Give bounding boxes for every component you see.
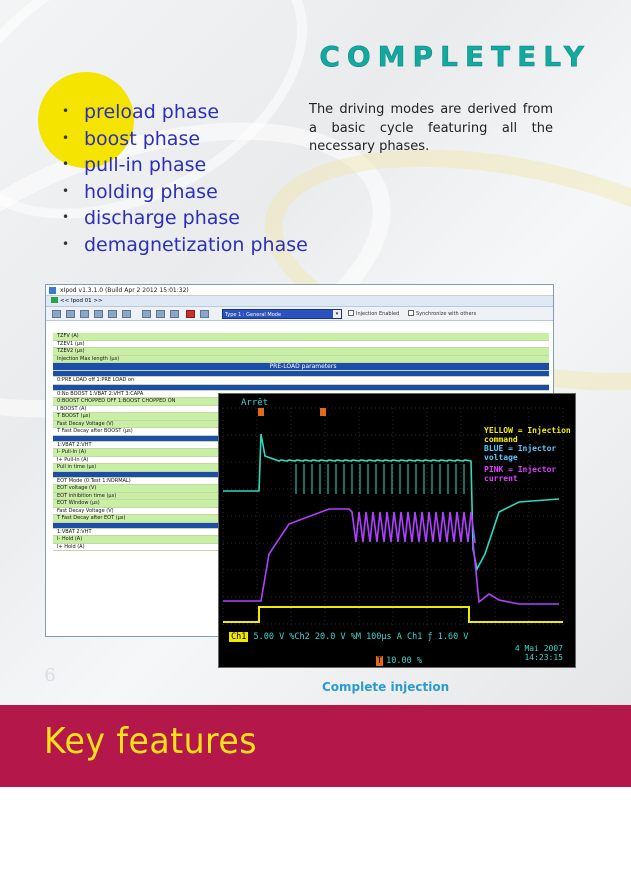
parameter-label: T Fast Decay after BOOST (µs) <box>57 428 133 434</box>
parameter-row <box>53 341 549 349</box>
save-icon <box>80 310 89 318</box>
phase-label: holding phase <box>84 180 218 203</box>
copy-icon <box>108 310 117 318</box>
parameter-label: 1:VBAT 2:VHT <box>57 441 92 448</box>
checkbox-label: Injection Enabled <box>356 311 400 317</box>
parameter-label: Fast Decay Voltage (V) <box>57 420 114 427</box>
injection-enabled-checkbox <box>348 310 399 318</box>
parameter-row <box>53 348 549 356</box>
parameter-label: T Fast Decay after EOT (µs) <box>57 515 126 521</box>
intro-paragraph: The driving modes are derived from a basic cycle featuring all the necessary phases. <box>309 102 553 154</box>
parameter-label: Pull in time (µs) <box>57 464 97 470</box>
scope-markers <box>258 408 464 494</box>
trigger-icon: T <box>377 656 383 666</box>
trigger-percent: 10.00 % <box>386 656 422 666</box>
parameter-label: 0:BOOST CHOPPED OFF 1:BOOST CHOPPED ON <box>57 398 176 404</box>
parameter-label: I- Pull-In (A) <box>57 449 87 455</box>
bullet-icon: • <box>62 157 70 171</box>
print-icon <box>94 310 103 318</box>
phase-label: pull-in phase <box>84 154 207 176</box>
phase-item <box>62 179 308 206</box>
parameter-row <box>53 333 549 341</box>
phase-label: demagnetization phase <box>84 233 308 256</box>
scope-timestamp <box>515 644 563 662</box>
phase-item <box>62 232 308 259</box>
checkbox-box <box>408 310 414 316</box>
tab-bar <box>46 296 553 307</box>
parameter-label: EOT Mode (0:Test 1:NORMAL) <box>57 477 131 484</box>
parameter-label: Fast Decay Voltage (V) <box>57 507 114 514</box>
phase-label: preload phase <box>84 101 220 123</box>
parameter-row <box>53 377 549 385</box>
parameter-label: TZEV2 (µs) <box>57 348 85 354</box>
checkbox-label: Synchronize with others <box>416 311 477 317</box>
parameter-row <box>53 356 549 364</box>
key-features-banner <box>0 705 631 787</box>
settings-icon <box>156 310 165 318</box>
bullet-icon: • <box>62 236 70 251</box>
chart-icon <box>142 310 151 318</box>
scope-date: 4 Mai 2007 <box>514 644 563 653</box>
parameter-label: EOT voltage (V) <box>57 485 97 491</box>
scope-trigger-status: Arrêt <box>241 398 269 408</box>
phase-label: boost phase <box>84 127 201 150</box>
scope-settings: 5.00 V %Ch2 20.0 V %M 100µs A Ch1 ƒ 1.60 V <box>253 632 469 642</box>
parameter-label: PRE-LOAD parameters <box>269 363 337 370</box>
mode-select <box>222 309 342 319</box>
mode-select-value: Type 1 : General Mode <box>225 312 282 318</box>
page-headline: COMPLETELY <box>319 40 591 73</box>
figure-caption: Complete injection <box>322 680 450 694</box>
parameter-label: I- Hold (A) <box>57 536 83 542</box>
injector-current-trace <box>223 509 559 604</box>
paste-icon <box>122 310 131 318</box>
tab-icon <box>51 297 58 303</box>
phase-item <box>62 126 308 153</box>
window-title: xIpod v1.3.1.0 (Build Apr 2 2012 15:01:32) <box>60 287 189 294</box>
section-header <box>53 363 549 371</box>
synchronize-checkbox <box>408 310 476 318</box>
phase-label: discharge phase <box>84 207 240 229</box>
toolbar <box>46 307 553 321</box>
phase-list <box>62 99 308 258</box>
banner-title: Key features <box>44 721 257 762</box>
scope-time: 14:23:15 <box>524 653 563 662</box>
bullet-icon: • <box>62 130 70 145</box>
parameter-label: EOT inhibition time (µs) <box>57 492 117 499</box>
parameter-label: TZEV1 (µs) <box>57 340 85 347</box>
checkbox-box <box>348 310 354 316</box>
trigger-marker-icon <box>320 408 326 416</box>
legend-yellow: YELLOW = Injection command <box>484 426 571 444</box>
parameter-label: I+ Pull-In (A) <box>57 456 89 463</box>
channel-1-badge: Ch1 <box>231 632 247 642</box>
legend-blue: BLUE = Injector voltage <box>484 444 557 462</box>
parameter-label: I BOOST (A) <box>57 405 87 412</box>
chevron-down-icon: ▾ <box>333 310 341 318</box>
parameter-label: EOT Window (µs) <box>57 500 100 506</box>
search-icon <box>52 310 61 318</box>
parameter-label: 0:PRE LOAD off 1:PRE LOAD on <box>57 377 135 383</box>
parameter-label: 0:No BOOST 1:VBAT 2:VHT 3:CAPA <box>57 390 144 397</box>
parameter-label: T BOOST (µs) <box>57 413 91 419</box>
bullet-icon: • <box>62 210 70 224</box>
page-number: 6 <box>44 665 56 686</box>
run-icon <box>200 310 209 318</box>
phase-item <box>62 99 308 126</box>
window-titlebar <box>46 285 553 296</box>
bullet-icon: • <box>62 183 70 198</box>
tab-label: << Ipod 01 >> <box>60 298 103 304</box>
phase-item <box>62 152 308 179</box>
check-icon <box>186 310 195 318</box>
filter-icon <box>170 310 179 318</box>
trigger-marker-icon <box>258 408 264 416</box>
app-logo-icon <box>49 287 56 294</box>
parameter-label: I+ Hold (A) <box>57 543 85 550</box>
injection-command-trace <box>223 607 563 622</box>
parameter-label: 1:VBAT 2:VHT <box>57 528 92 535</box>
bullet-icon: • <box>62 104 70 118</box>
legend-pink: PINK = Injector current <box>484 465 557 483</box>
parameter-label: Injection Max length (µs) <box>57 355 120 362</box>
open-icon <box>66 310 75 318</box>
oscilloscope-capture <box>218 393 576 668</box>
parameter-label: TZFV (A) <box>57 333 79 339</box>
scope-trigger-position <box>376 656 422 666</box>
scope-status-line <box>229 632 468 642</box>
phase-item <box>62 205 308 232</box>
